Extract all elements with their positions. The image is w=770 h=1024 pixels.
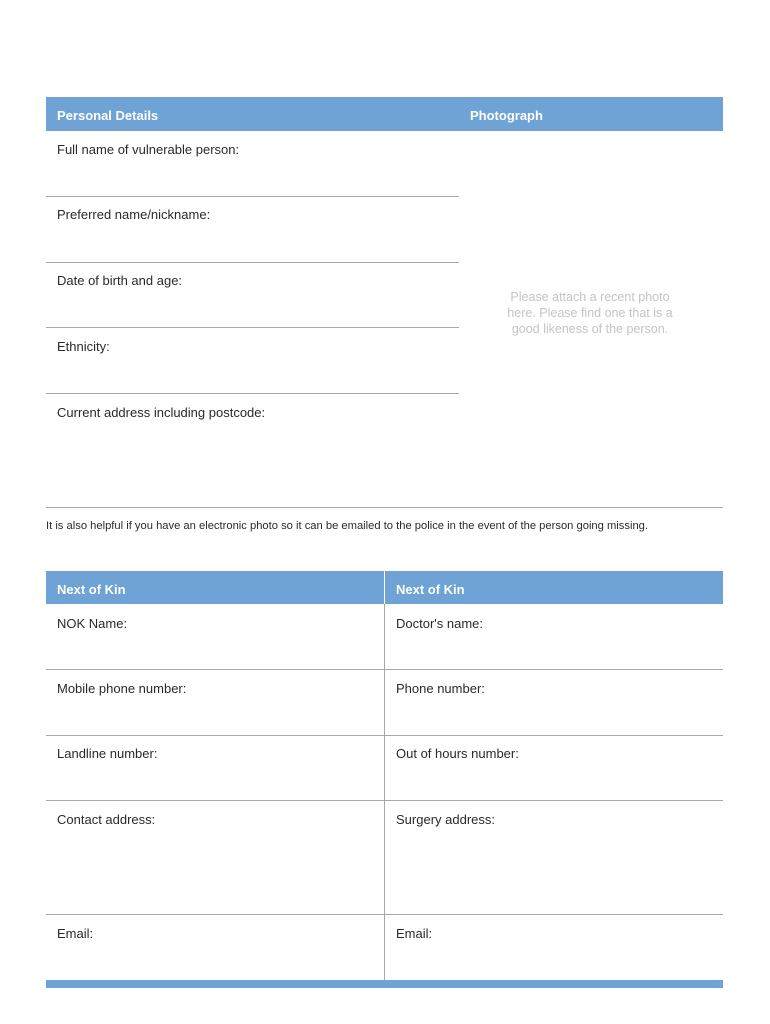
mobile-phone-label: Mobile phone number:: [57, 681, 187, 696]
current-address-label: Current address including postcode:: [57, 405, 266, 420]
header-divider: [384, 571, 385, 604]
surgery-address-label: Surgery address:: [396, 812, 495, 827]
dob-age-field-line[interactable]: [46, 327, 459, 328]
personal-details-title: Personal Details: [57, 108, 159, 123]
out-of-hours-label: Out of hours number:: [396, 746, 519, 761]
column-divider: [384, 604, 385, 980]
photograph-title: Photograph: [470, 108, 543, 123]
nok-email-label: Email:: [57, 926, 94, 941]
photo-placeholder-hint[interactable]: Please attach a recent photo here. Please find one that is a good likeness of the person.: [507, 290, 673, 336]
bottom-accent-bar: [46, 980, 723, 988]
next-of-kin-title-left: Next of Kin: [57, 582, 126, 597]
doctor-name-label: Doctor's name:: [396, 616, 484, 631]
full-name-field-line[interactable]: [46, 196, 459, 197]
ethnicity-field-line[interactable]: [46, 393, 459, 394]
doctor-phone-label: Phone number:: [396, 681, 485, 696]
dob-age-label: Date of birth and age:: [57, 273, 183, 288]
ethnicity-label: Ethnicity:: [57, 339, 110, 354]
doctor-email-label: Email:: [396, 926, 433, 941]
nickname-field-line[interactable]: [46, 262, 459, 263]
row-separator: [46, 914, 723, 915]
personal-details-header: [46, 97, 723, 131]
contact-address-label: Contact address:: [57, 812, 156, 827]
row-separator: [46, 669, 723, 670]
landline-label: Landline number:: [57, 746, 158, 761]
current-address-field-line[interactable]: [46, 507, 723, 508]
nickname-label: Preferred name/nickname:: [57, 207, 211, 222]
full-name-label: Full name of vulnerable person:: [57, 142, 240, 157]
row-separator: [46, 735, 723, 736]
nok-name-label: NOK Name:: [57, 616, 128, 631]
next-of-kin-title-right: Next of Kin: [396, 582, 465, 597]
row-separator: [46, 800, 723, 801]
electronic-photo-note: It is also helpful if you have an electronic photo so it can be emailed to the police in the event of the person going missing.: [46, 520, 649, 532]
